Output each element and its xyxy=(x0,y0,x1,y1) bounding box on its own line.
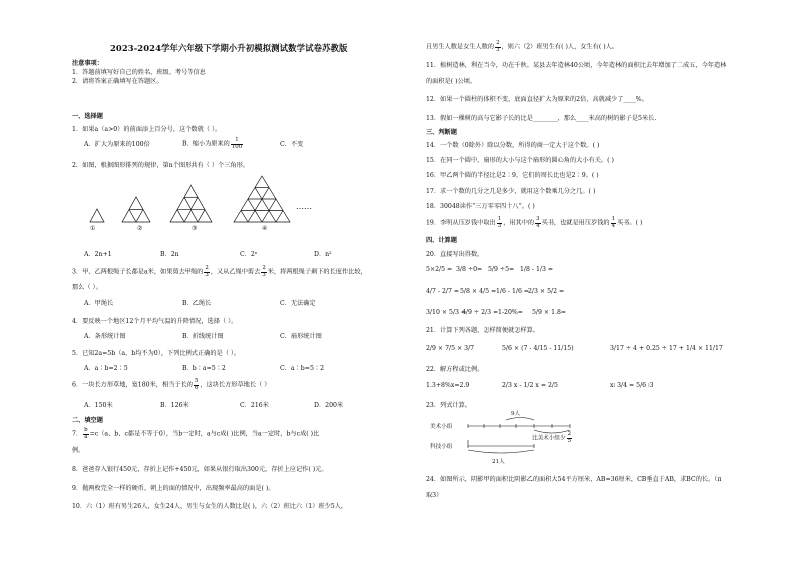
q2-option-a: A．2n+1 xyxy=(84,251,112,258)
section-choice-heading: 一、选择题 xyxy=(72,113,103,120)
q6-fraction: $\frac{5}{6}$ xyxy=(194,378,199,391)
q5-option-c: C．a∶b=5∶2 xyxy=(280,365,325,372)
q3-option-b: B．乙绳长 xyxy=(182,300,212,307)
q13-text: 13．假如一棵树的高与它影子长的比是________，那么____米高的树的影子是5米长. xyxy=(426,115,657,122)
q19-fraction-3: $\frac{1}{4}$ xyxy=(611,216,616,229)
right-column xyxy=(424,0,774,562)
q19-fraction-2: $\frac{3}{4}$ xyxy=(536,216,540,229)
calc-2-4: 2/3 × 5/2 = xyxy=(528,288,565,295)
calc-2-2: 5/8 × 4/5 = xyxy=(460,288,497,295)
q6-option-c: C．216米 xyxy=(240,402,269,409)
q19-fraction-1: $\frac{1}{3}$ xyxy=(497,216,502,229)
q3-stem-line1: 3．甲、乙两根绳子长都是a米，如果剪去甲绳的 $\frac{2}{3}$ ，又从乙绳中剪去 $\frac{2}{3}$ 米，将两根绳子剩下的长度作比较， xyxy=(72,265,367,278)
q15-text: 15．在同一个圆中，扇形的大小与这个扇形的圆心角的大小有关。( ) xyxy=(426,157,614,164)
q12-text: 12．如果一个圆柱的体积不变，底面直径扩大为原来的2倍，高就减少了____%。 xyxy=(426,96,648,103)
q22-expr-2: 2/3 x - 1/2 x = 2/5 xyxy=(502,382,558,389)
figure-label-1: ① xyxy=(90,225,96,232)
q24-line2: 取3） xyxy=(426,492,443,499)
q3-fraction-1: $\frac{2}{3}$ xyxy=(205,265,209,278)
q1-fraction: $\frac{1}{100}$ xyxy=(231,137,243,150)
q8-text: 8．爸爸存入银行450元，存折上记作+450元，如果从银行取出300元，存折上应记作( )元。 xyxy=(72,466,328,473)
q10-text: 10．六（1）班有男生26人，女生24人，男生与女生的人数比是( )，六（2）班比六（1）班少5人， xyxy=(72,503,348,510)
diagram-label-less: 比美术小组少 $\frac{2}{5}$ xyxy=(532,431,572,444)
calc-3-1: 3/10 × 5/3 = xyxy=(426,309,467,316)
q10-continuation: 且男生人数是女生人数的 $\frac{2}{3}$ ，则六（2）班男生有( )人，女生有( )人。 xyxy=(426,40,619,53)
figure-label-3: ③ xyxy=(192,225,198,232)
q1-option-b-text: B．缩小为原来的 xyxy=(182,140,230,148)
q7-line1: 7． $\frac{b}{a}$ =c（a、b、c都是不等于0），当b一定时，a与c成( )比例，当a一定时，b与c成( )比 xyxy=(72,427,320,440)
section-judge-heading: 三、判断题 xyxy=(426,129,457,136)
notice-heading: 注意事项： xyxy=(72,60,103,67)
q4-option-c: C．扇形统计图 xyxy=(280,333,322,340)
q21-expr-1: 2/9 × 7/5 × 3/7 xyxy=(426,345,475,352)
calc-2-1: 4/7 - 2/7 = xyxy=(426,288,460,295)
q21-expr-3: 3/17 ÷ 4 + 0.25 ÷ 17 + 1/4 × 11/17 xyxy=(610,345,723,352)
q24-line1: 24．如图所示，阴影甲的面积比阴影乙的面积大54平方厘米，AB=36厘米，CB垂直于AB，求BC的长。（π xyxy=(426,476,722,483)
q3-fraction-2: $\frac{2}{3}$ xyxy=(262,265,266,278)
q1-stem: 1．如果a（a>0）的前面添上百分号，这个数就（ ）。 xyxy=(72,126,222,133)
q1-option-c: C．不变 xyxy=(280,141,304,148)
q18-text: 18．30048读作“三万零零四十八”。( ) xyxy=(426,203,535,210)
q3-option-c: C．无法确定 xyxy=(280,300,316,307)
q16-text: 16．甲乙两个圆的半径比是2∶9，它们的周长比也是2∶9。( ) xyxy=(426,172,599,179)
q10-fraction: $\frac{2}{3}$ xyxy=(496,40,500,53)
q11-line2: 的面积是( )公顷。 xyxy=(426,78,477,85)
section-calc-heading: 四、计算题 xyxy=(426,237,457,244)
q23-text: 23．列式计算。 xyxy=(426,402,471,409)
calc-1-1: 5×2/5 = xyxy=(426,266,453,273)
diagram-label-bottom: 21人 xyxy=(492,459,505,465)
q19-text: 19．李明从压岁钱中取出 $\frac{1}{3}$ ，用其中的 $\frac{3}{4}$ 买书，也就是用压岁钱的 $\frac{1}{4}$ 买书。( ) xyxy=(426,216,643,229)
notice-item-1: 1．答题前填写好自己的姓名、班级、考号等信息 xyxy=(72,69,206,76)
q21-expr-2: 5/6 × (7 - 4/15 - 11/15) xyxy=(502,345,574,352)
q20-text: 20．直接写出得数。 xyxy=(426,251,484,258)
calc-3-3: 1-20%= xyxy=(498,309,523,316)
q9-text: 9．抛两枚完全一样的硬币，朝上的面的情况中，出现频率最高的面是( )。 xyxy=(72,485,275,492)
q22-expr-1: 1.3+8%x=2.9 xyxy=(426,382,470,389)
q7-line2: 例。 xyxy=(72,447,85,454)
q22-expr-3: x∶ 3/4 = 5/6 ∶3 xyxy=(610,382,654,389)
calc-3-4: 5/9 × 1.8= xyxy=(532,309,567,316)
q2-option-d: D．n² xyxy=(314,251,332,258)
figure-label-4: ④ xyxy=(262,225,268,232)
calc-1-3: 5/9 ÷5= xyxy=(488,266,515,273)
pattern-continuation: …… xyxy=(296,202,312,211)
q5-option-a: A．a∶b=2∶5 xyxy=(84,365,128,372)
q6-option-d: D．200米 xyxy=(314,402,344,409)
calc-1-2: 3/8 ÷0= xyxy=(456,266,483,273)
q5-stem: 5．已知2a=5b（a、b均不为0），下列比例式正确的是（ ）。 xyxy=(72,350,241,357)
q6-option-b: B．126米 xyxy=(160,402,189,409)
q6-stem: 6．一块长方形草地，宽180米，相当于长的 $\frac{5}{6}$ ，这块长方形草地长（ ） xyxy=(72,378,271,391)
q21-text: 21．计算下列各题，怎样简便就怎样算。 xyxy=(426,327,540,334)
diagram-label-tech: 科技小组 xyxy=(430,444,453,450)
q11-line1: 11．植树造林，利在当今，功在千秋。某县去年造林40公顷，今年造林的面积比去年增加了二成五，今年造林 xyxy=(426,62,727,69)
q3-option-a: A．甲绳长 xyxy=(84,300,114,307)
diagram-label-art: 美术小组 xyxy=(430,424,453,430)
q1-option-b xyxy=(182,138,244,151)
section-fill-heading: 二、填空题 xyxy=(72,417,103,424)
figure-label-2: ② xyxy=(137,225,143,232)
q2-stem: 2．如图，根据图形排列的规律，第n个图形共有（ ）个三角形。 xyxy=(72,162,249,169)
q14-text: 14．一个数（0除外）除以分数，所得的商一定大于这个数。( ) xyxy=(426,142,600,149)
notice-item-2: 2．请将答案正确填写在答题区。 xyxy=(72,78,163,85)
q1-option-a: A．扩大为原来的100倍 xyxy=(84,141,150,148)
q4-stem: 4．要反映一个地区12个月平均气温的升降情况，选择（ ）。 xyxy=(72,318,238,325)
q3-stem-line2: 那么（ ）。 xyxy=(72,284,102,291)
q2-option-b: B．2n xyxy=(160,251,179,258)
q6-option-a: A．150米 xyxy=(84,402,113,409)
calc-1-4: 1/8 - 1/3 = xyxy=(520,266,554,273)
q4-option-b: B．折线统计图 xyxy=(182,333,224,340)
q4-option-a: A．条形统计图 xyxy=(84,333,126,340)
page-title: 2023-2024学年六年级下学期小升初模拟测试数学试卷苏教版 xyxy=(110,43,348,53)
q5-option-b: B．b∶a=5∶2 xyxy=(182,365,226,372)
q7-fraction: $\frac{b}{a}$ xyxy=(84,427,88,440)
left-column xyxy=(70,0,400,562)
q22-text: 22．解方程或比例。 xyxy=(426,366,484,373)
q2-option-c: C．2ⁿ xyxy=(240,251,258,258)
diagram-fraction: $\frac{2}{5}$ xyxy=(567,431,572,444)
triangle-pattern-figure xyxy=(86,176,326,234)
diagram-label-top: 9人 xyxy=(511,411,521,417)
calc-3-2: 4/9 ÷ 2/3 = xyxy=(462,309,499,316)
q17-text: 17．求一个数的几分之几是多少，就用这个数乘几分之几。( ) xyxy=(426,188,596,195)
calc-2-3: 1/6 - 1/6 = xyxy=(496,288,530,295)
